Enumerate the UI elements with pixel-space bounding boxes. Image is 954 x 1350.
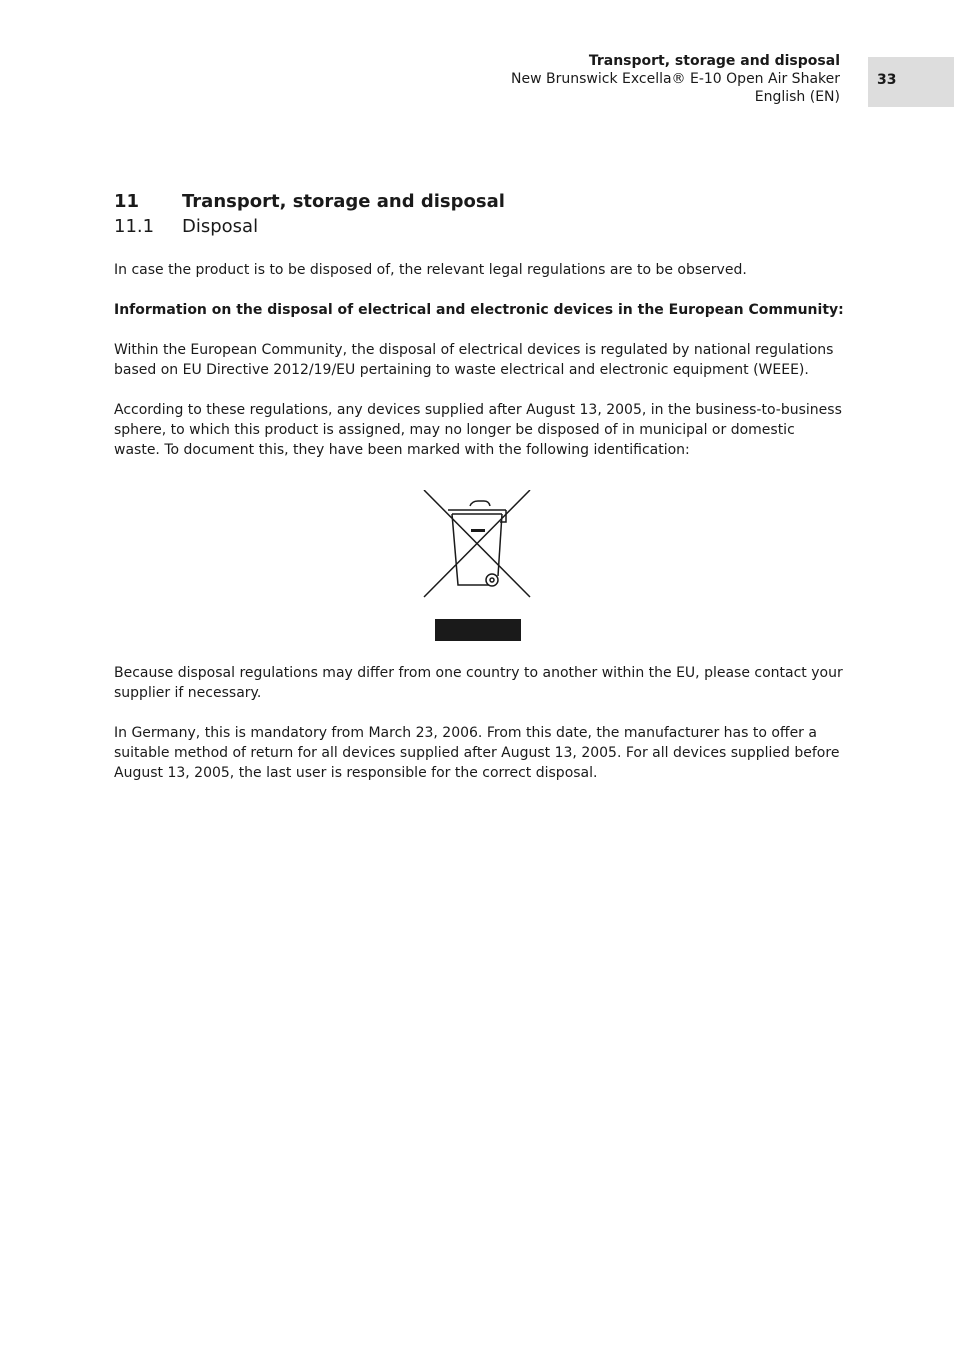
subsection-heading: [114, 215, 844, 239]
germany-paragraph: In Germany, this is mandatory from March 23, 2006. From this date, the manufacturer has to offer a suitable method of return for all devices supplied after August 13, 2005. For all devices supplied before August 13, 2005, the last user is responsible for the correct disposal.: [114, 725, 840, 781]
weee-figure: [114, 490, 844, 642]
marking-paragraph: According to these regulations, any devices supplied after August 13, 2005, in the business-to-business sphere, to which this product is assigned, may no longer be disposed of in municipal or domestic waste. To document this, they have been marked with the following identification:: [114, 402, 842, 458]
weee-crossed-out-bin-icon: [422, 490, 536, 642]
intro-paragraph: In case the product is to be disposed of, the relevant legal regulations are to be observed.: [114, 262, 747, 278]
page-number-tab: [868, 57, 954, 107]
section-title: Transport, storage and disposal: [182, 191, 505, 212]
page-number: 33: [877, 72, 897, 88]
page-content: [114, 189, 844, 783]
header-language: English (EN): [754, 89, 840, 105]
running-header: [340, 52, 840, 106]
section-heading: [114, 189, 844, 215]
subsection-title: Disposal: [182, 216, 259, 237]
contact-paragraph: Because disposal regulations may differ from one country to another within the EU, please contact your supplier if necessary.: [114, 665, 843, 701]
directive-paragraph: Within the European Community, the disposal of electrical devices is regulated by national regulations based on EU Directive 2012/19/EU pertaining to waste electrical and electronic equipment (WEEE).: [114, 342, 834, 378]
section-number: 11: [114, 191, 140, 212]
subsection-number: 11.1: [114, 216, 155, 237]
header-product-name: New Brunswick Excella® E-10 Open Air Shaker: [511, 71, 840, 87]
header-chapter-title: Transport, storage and disposal: [588, 53, 840, 69]
info-heading: Information on the disposal of electrical and electronic devices in the European Community:: [114, 302, 844, 318]
